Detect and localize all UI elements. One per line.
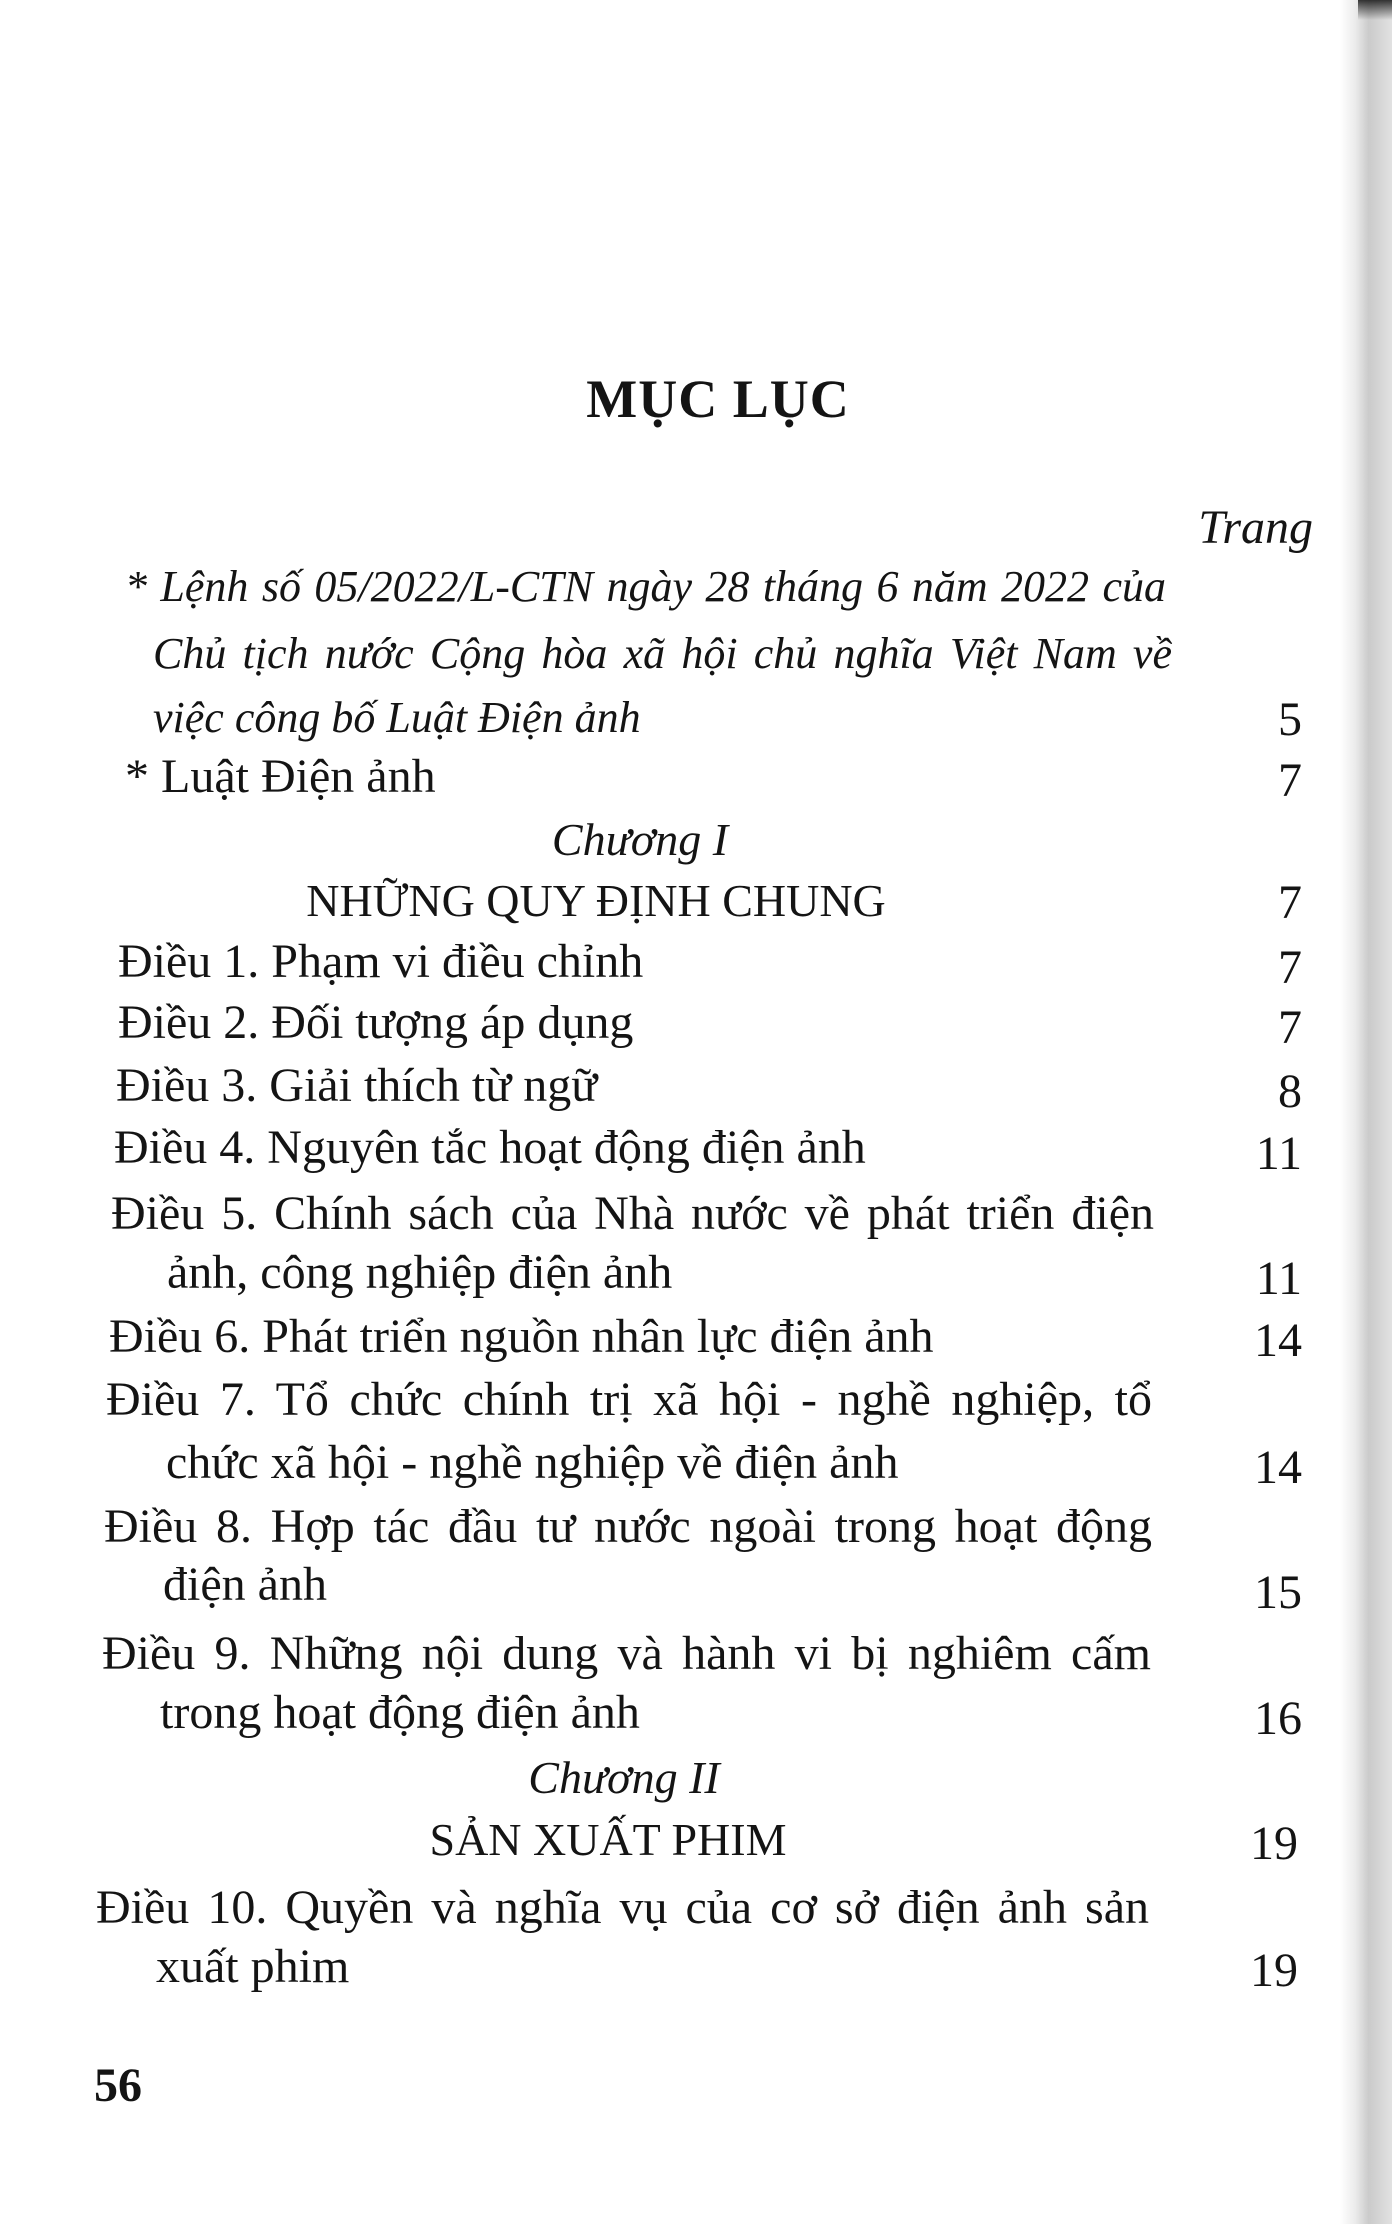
toc-page-number: 5 [1278,693,1302,746]
page-number: 56 [94,2059,142,2112]
toc-entry-line: Chủ tịch nước Cộng hòa xã hội chủ nghĩa Việt Nam về [153,629,1172,678]
scan-corner-shadow [1358,0,1392,20]
toc-page-number: 11 [1255,1252,1302,1305]
toc-entry-line: Điều 6. Phát triển nguồn nhân lực điện ảnh [109,1310,934,1363]
toc-page-number: 7 [1278,1001,1302,1054]
toc-entry-line: chức xã hội - nghề nghiệp về điện ảnh [166,1436,899,1489]
toc-entry-line: Điều 9. Những nội dung và hành vi bị nghiêm cấm [102,1627,1151,1680]
toc-entry-line: Điều 8. Hợp tác đầu tư nước ngoài trong hoạt động [104,1500,1152,1553]
chapter-heading: NHỮNG QUY ĐỊNH CHUNG [306,875,886,926]
toc-page-number: 14 [1254,1441,1302,1494]
toc-page-number: 19 [1250,1944,1298,1997]
toc-page-number: 7 [1278,754,1302,807]
toc-entry-line: Điều 10. Quyền và nghĩa vụ của cơ sở điện ảnh sản [96,1881,1149,1934]
toc-entry-line: Điều 2. Đối tượng áp dụng [118,996,634,1049]
toc-page-number: 14 [1254,1314,1302,1367]
toc-page-number: 11 [1255,1127,1302,1180]
toc-entry-line: Điều 4. Nguyên tắc hoạt động điện ảnh [114,1121,866,1174]
toc-entry-line: ảnh, công nghiệp điện ảnh [167,1246,673,1299]
toc-entry-line: * Luật Điện ảnh [125,750,436,803]
page-column-header: Trang [1198,501,1313,554]
chapter-label: Chương II [528,1752,720,1803]
toc-page-number: 7 [1278,876,1302,929]
toc-page-number: 16 [1254,1692,1302,1745]
toc-entry-line: Điều 1. Phạm vi điều chỉnh [118,935,644,988]
toc-title: MỤC LỤC [586,369,850,429]
chapter-label: Chương I [551,814,729,865]
toc-page-number: 19 [1250,1817,1298,1870]
chapter-heading: SẢN XUẤT PHIM [429,1814,787,1865]
toc-page-number: 7 [1278,941,1302,994]
toc-entry-line: xuất phim [156,1940,350,1993]
toc-entry-line: Điều 3. Giải thích từ ngữ [116,1059,598,1112]
toc-entry-line: Điều 7. Tổ chức chính trị xã hội - nghề nghiệp, tổ [106,1373,1152,1426]
toc-page-number: 8 [1278,1065,1302,1118]
toc-entry-line: Điều 5. Chính sách của Nhà nước về phát triển điện [111,1187,1154,1240]
binding-shadow [1340,0,1392,2224]
toc-entry-line: trong hoạt động điện ảnh [160,1686,640,1739]
toc-page-number: 15 [1254,1566,1302,1619]
toc-entry-line: * Lệnh số 05/2022/L-CTN ngày 28 tháng 6 năm 2022 của [125,562,1166,611]
toc-entry-line: việc công bố Luật Điện ảnh [153,693,641,742]
toc-entry-line: điện ảnh [163,1558,327,1611]
